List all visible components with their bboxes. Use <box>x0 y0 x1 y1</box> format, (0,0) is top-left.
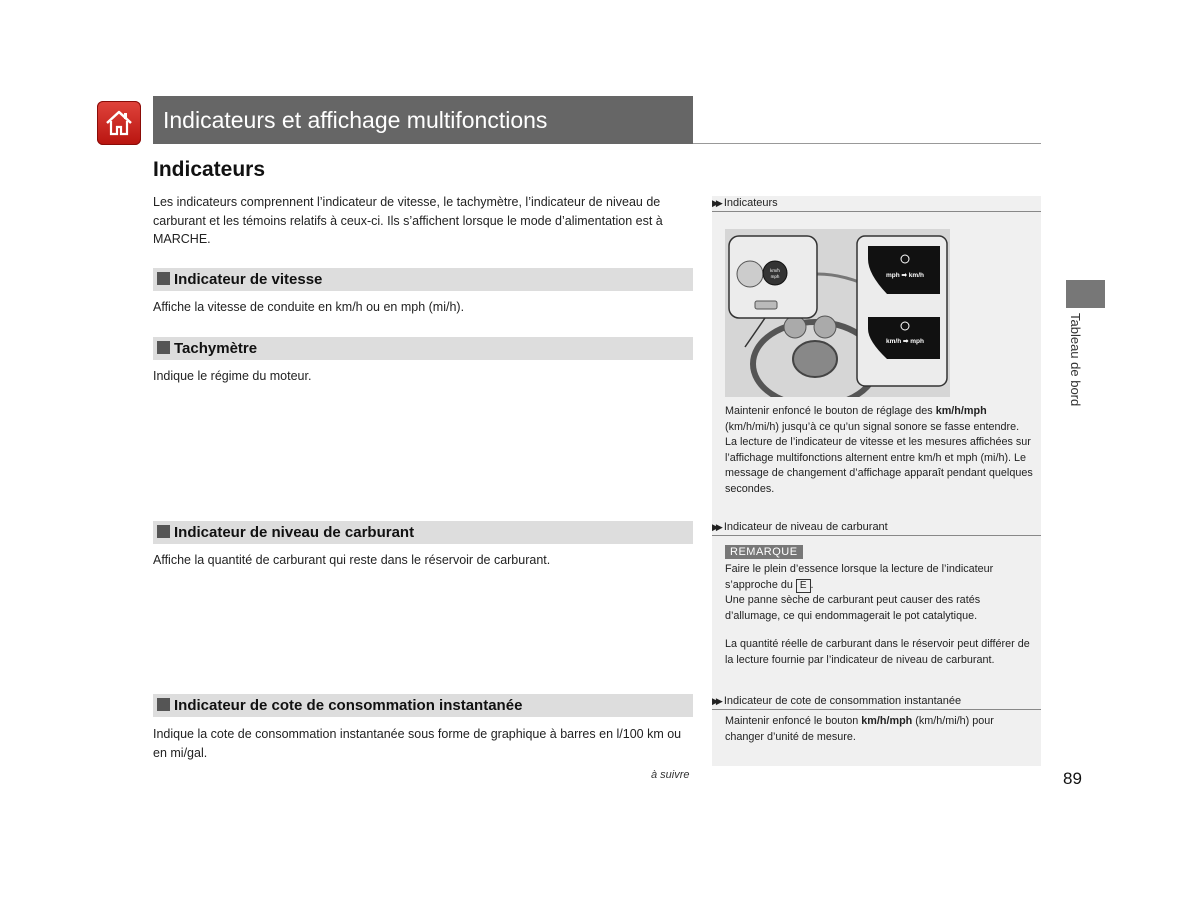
svg-text:mph: mph <box>770 274 780 279</box>
continued-label: à suivre <box>651 769 690 781</box>
panel-mph-to-kmh: mph ➡ km/h <box>886 272 924 279</box>
subsection-fuel-gauge <box>153 521 693 544</box>
double-arrow-icon: ▶▶ <box>712 696 720 706</box>
subsection-title: Indicateur de cote de consommation instantanée <box>174 697 523 714</box>
remarque-badge: REMARQUE <box>725 545 803 559</box>
bullet-square-icon <box>157 341 170 354</box>
dashboard-illustration <box>725 229 950 397</box>
subsection-fuel-economy <box>153 694 693 717</box>
section-heading: Indicateurs <box>153 158 266 181</box>
bullet-square-icon <box>157 525 170 538</box>
home-icon <box>104 109 134 137</box>
side-heading: ▶▶ Indicateurs <box>712 197 1041 212</box>
home-button[interactable] <box>97 101 141 145</box>
subsection-body: Indique le régime du moteur. <box>153 369 312 383</box>
bullet-square-icon <box>157 272 170 285</box>
subsection-title: Tachymètre <box>174 340 258 357</box>
subsection-body: Affiche la quantité de carburant qui reste dans le réservoir de carburant. <box>153 553 551 567</box>
svg-text:km/h: km/h <box>770 268 780 273</box>
subsection-speedometer <box>153 268 693 291</box>
side-heading: ▶▶ Indicateur de niveau de carburant <box>712 521 1041 536</box>
chapter-tab-label: Tableau de bord <box>1068 313 1083 407</box>
bullet-square-icon <box>157 698 170 711</box>
subsection-body: Indique la cote de consommation instantanée sous forme de graphique à barres en l/100 km ou en mi/gal. <box>153 727 682 760</box>
subsection-tachometer <box>153 337 693 360</box>
page-number: 89 <box>1063 769 1082 788</box>
panel-kmh-to-mph: km/h ➡ mph <box>886 338 924 345</box>
side-heading: ▶▶ Indicateur de cote de consommation instantanée <box>712 695 1041 710</box>
title-divider <box>693 143 1041 144</box>
dashboard-illustration-svg <box>725 229 950 397</box>
subsection-title: Indicateur de vitesse <box>174 271 323 288</box>
page-title: Indicateurs et affichage multifonctions <box>153 96 693 144</box>
subsection-body: Affiche la vitesse de conduite en km/h ou en mph (mi/h). <box>153 300 465 314</box>
double-arrow-icon: ▶▶ <box>712 198 720 208</box>
side-paragraph: Faire le plein d’essence lorsque la lecture de l’indicateur s’approche du E . Une panne sèche de carburant peut causer des ratés d’allumage, ce qui endommagerait le pot catalytique. <box>725 563 994 622</box>
side-paragraph: Maintenir enfoncé le bouton km/h/mph (km/h/mi/h) pour changer d’unité de mesure. <box>725 715 994 743</box>
side-paragraph: La quantité réelle de carburant dans le réservoir peut différer de la lecture fournie par l’indicateur de niveau de carburant. <box>725 638 1030 666</box>
subsection-title: Indicateur de niveau de carburant <box>174 524 415 541</box>
intro-paragraph: Les indicateurs comprennent l’indicateur de vitesse, le tachymètre, l’indicateur de niveau de carburant et les témoins relatifs à ceux-ci. Ils s’affichent lorsque le mode d’alimentation est à MARCHE. <box>153 195 663 246</box>
double-arrow-icon: ▶▶ <box>712 522 720 532</box>
chapter-tab[interactable] <box>1066 280 1105 308</box>
side-paragraph: Maintenir enfoncé le bouton de réglage des km/h/mph (km/h/mi/h) jusqu’à ce qu’un signal sonore se fasse entendre. La lecture de l’indicateur de vitesse et les mesures affichées sur l’affichage multifonctions alternent entre km/h et mph (mi/h). Le message de changement d’affichage apparaît pendant quelques secondes. <box>725 405 1033 495</box>
fuel-empty-symbol: E <box>796 579 811 593</box>
